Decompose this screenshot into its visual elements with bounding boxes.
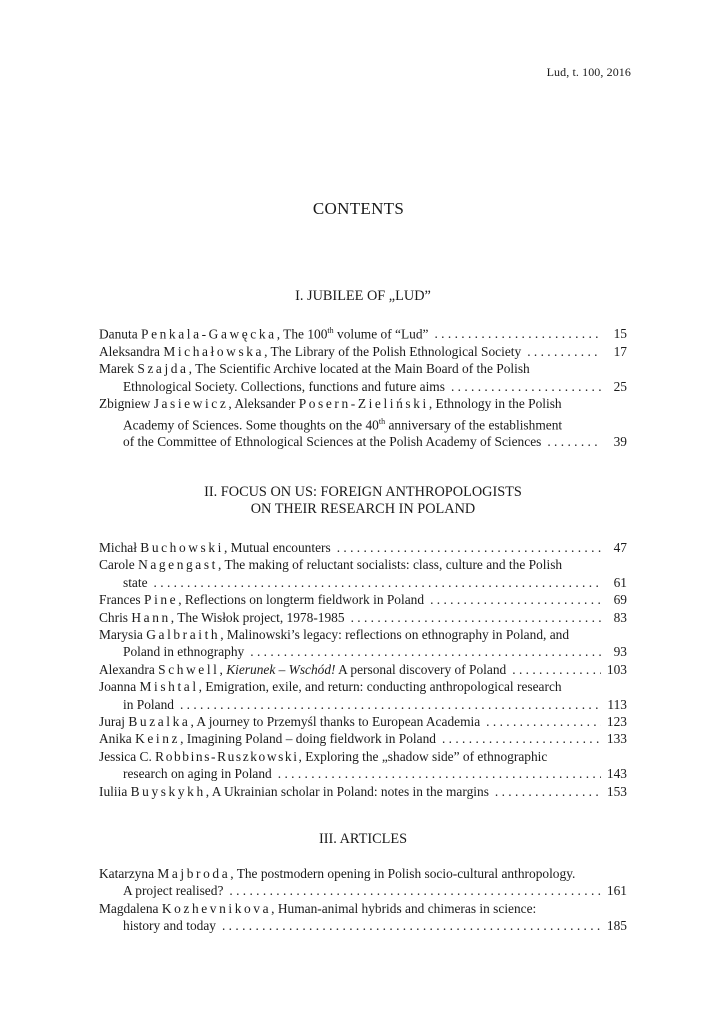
section-title-line: II. FOCUS ON US: FOREIGN ANTHROPOLOGISTS [204, 484, 522, 500]
entry-title-cont: Ethnological Society. Collections, functions and future aims [123, 378, 445, 394]
entry-title-cont: Poland in ethnography [123, 644, 245, 660]
toc-entry[interactable] [99, 539, 627, 556]
entry-text [99, 783, 489, 800]
leader-dots [451, 378, 601, 395]
author-surname: Nagengast [138, 557, 218, 573]
author-surname: Majbroda [157, 866, 231, 881]
entry-text [99, 360, 627, 377]
toc-entry[interactable] [99, 609, 627, 626]
section-focus-on-us [99, 484, 627, 800]
entry-title: , A journey to Przemyśl thanks to European Academia [190, 714, 481, 730]
page-number: 185 [606, 918, 627, 934]
entry-title: anniversary of the establishment [385, 416, 563, 432]
leader-dots [512, 661, 601, 678]
author-surname: Kozhevnikova [161, 900, 272, 916]
author-surname: Szajda [137, 361, 189, 377]
entry-text [99, 591, 424, 608]
leader-dots [154, 574, 601, 591]
toc-entry[interactable] [99, 783, 627, 800]
toc-entry[interactable] [99, 900, 627, 935]
entry-title: , Ethnology in the Polish [428, 396, 562, 412]
author-first: Aleksandra [99, 343, 160, 359]
author-first: Alexandra [99, 661, 155, 677]
section-articles [99, 831, 627, 935]
entry-title: , The postmodern opening in Polish socio-cultural anthropology. [230, 866, 576, 881]
author-surname: Penkala-Gawęcka [141, 326, 277, 342]
toc-entry[interactable] [99, 661, 627, 678]
author-surname: Hann [131, 609, 171, 625]
toc-entry[interactable] [99, 730, 627, 747]
author-first: Danuta [99, 326, 138, 342]
section-jubilee [99, 288, 627, 451]
page-number: 61 [613, 574, 627, 590]
author-first: Katarzyna [99, 866, 155, 881]
author-surname: Robbins-Ruszkowski [155, 748, 299, 764]
page-number: 69 [613, 592, 627, 608]
toc-entry[interactable] [99, 626, 627, 661]
entry-text [99, 865, 575, 882]
entry-title: , Emigration, exile, and return: conducting anthropological research [198, 679, 562, 695]
entry-text [99, 678, 562, 695]
entry-text [99, 748, 547, 765]
entry-title: , Human-animal hybrids and chimeras in science: [271, 900, 537, 916]
author-surname: Keinz [135, 731, 181, 747]
entry-text [99, 661, 506, 678]
author-surname: Mishtal [139, 679, 199, 695]
author-first: Michał [99, 540, 137, 555]
entry-text [99, 395, 562, 412]
leader-dots [486, 713, 601, 730]
author-surname: Jasiewicz [153, 396, 229, 412]
toc-entry[interactable] [99, 395, 627, 451]
entry-title: , Mutual encounters [223, 540, 331, 555]
author-surname: Michałowska [163, 343, 265, 359]
entry-title-cont: of the Committee of Ethnological Sciences at the Polish Academy of Sciences [123, 434, 542, 450]
entry-title: , The Wisłok project, 1978-1985 [170, 609, 345, 625]
section-title [99, 288, 627, 305]
author-first: Marek [99, 361, 134, 377]
author-first: Jessica C. [99, 748, 152, 764]
entry-title: , The Library of the Polish Ethnological Society [264, 343, 522, 359]
entry-title: , A Ukrainian scholar in Poland: notes in the margins [205, 783, 489, 799]
entry-title-cont: in Poland [123, 696, 174, 712]
page-number: 133 [606, 731, 627, 747]
entry-text [99, 609, 345, 626]
entry-title: , Malinowski’s legacy: reflections on ethnography in Poland, and [220, 627, 570, 643]
author-first: Joanna [99, 679, 137, 695]
entry-text [99, 539, 331, 556]
author-surname: Galbraith [146, 627, 221, 643]
entry-title: , Imagining Poland – doing fieldwork in Poland [180, 731, 436, 747]
toc-entry[interactable] [99, 748, 627, 783]
leader-dots [434, 325, 601, 342]
section-title-line: I. JUBILEE OF „LUD” [295, 288, 431, 304]
section-title [99, 484, 627, 518]
entry-title-cont [123, 413, 562, 434]
toc-entry[interactable] [99, 556, 627, 591]
leader-dots [547, 433, 601, 450]
page-number: 47 [613, 540, 627, 555]
page-number: 15 [613, 326, 627, 342]
author-surname: Buchowski [140, 540, 224, 555]
section-title-line: ON THEIR RESEARCH IN POLAND [250, 501, 476, 517]
entry-title-cont: research on aging in Poland [123, 766, 272, 782]
section-title [99, 831, 627, 848]
author-first: Frances [99, 592, 141, 608]
author-surname: Buyskykh [130, 783, 206, 799]
entry-title-italic: Kierunek – Wschód! [226, 661, 336, 677]
author-surname: Posern-Zieliński [298, 396, 429, 412]
entry-title-cont: history and today [123, 918, 216, 934]
section-title-line: III. ARTICLES [318, 831, 408, 847]
entry-title: A personal discovery of Poland [335, 661, 507, 677]
leader-dots [229, 882, 601, 899]
toc-entry[interactable] [99, 713, 627, 730]
entry-title: , [219, 661, 227, 677]
entry-title-cont: A project realised? [123, 883, 224, 899]
page-number: 103 [606, 661, 627, 677]
superscript: th [378, 416, 386, 426]
superscript: th [327, 326, 334, 335]
entry-title: , Exploring the „shadow side” of ethnographic [298, 748, 548, 764]
leader-dots [351, 609, 601, 626]
page-number: 123 [606, 714, 627, 730]
author-first: Marysia [99, 627, 143, 643]
toc-entry[interactable] [99, 322, 627, 343]
page-number: 39 [613, 434, 627, 450]
page-number: 113 [607, 696, 627, 712]
leader-dots [278, 765, 601, 782]
entry-title: Academy of Sciences. Some thoughts on the 40 [123, 416, 379, 432]
page-number: 93 [613, 644, 627, 660]
page-number: 153 [606, 783, 627, 799]
page-number: 161 [606, 883, 627, 899]
toc-entry[interactable] [99, 343, 627, 360]
author-first: Magdalena [99, 900, 159, 916]
leader-dots [495, 783, 601, 800]
entry-text [99, 343, 521, 360]
entry-title: , The making of reluctant socialists: class, culture and the Polish [217, 557, 563, 573]
entry-title: , The Scientific Archive located at the Main Board of the Polish [188, 361, 530, 377]
toc-entry[interactable] [99, 678, 627, 713]
page-number: 25 [613, 378, 627, 394]
leader-dots [337, 539, 601, 556]
page-number: 143 [606, 766, 627, 782]
author-first: Juraj [99, 714, 126, 730]
author-first: Zbigniew [99, 396, 151, 412]
author-surname: Buzalka [128, 714, 191, 730]
entries-list [99, 865, 627, 935]
entry-text [99, 900, 536, 917]
entry-title: , Reflections on longterm fieldwork in Poland [178, 592, 425, 608]
author-first: Chris [99, 609, 129, 625]
journal-header: Lud, t. 100, 2016 [546, 65, 631, 79]
author-surname: Pine [144, 592, 179, 608]
entry-text [99, 626, 569, 643]
entry-title: , The 100 [276, 326, 328, 342]
toc-entry[interactable] [99, 360, 627, 395]
entries-list [99, 322, 627, 451]
entry-text [99, 322, 428, 343]
entries-list [99, 539, 627, 800]
leader-dots [250, 643, 601, 660]
entry-text [99, 556, 562, 573]
toc-entry[interactable] [99, 865, 627, 900]
leader-dots [527, 343, 601, 360]
author-first: Anika [99, 731, 132, 747]
entry-text [99, 713, 480, 730]
leader-dots [222, 917, 601, 934]
entry-title: volume of “Lud” [333, 326, 429, 342]
page-number: 83 [613, 609, 627, 625]
page-number: 17 [613, 343, 627, 359]
page-title: CONTENTS [312, 199, 405, 218]
leader-dots [430, 591, 601, 608]
author-first: Carole [99, 557, 135, 573]
entry-text [99, 730, 436, 747]
author-first: , Aleksander [228, 396, 296, 412]
author-surname: Schwell [158, 661, 220, 677]
leader-dots [442, 730, 601, 747]
entry-title-cont: state [123, 574, 148, 590]
leader-dots [180, 696, 601, 713]
toc-entry[interactable] [99, 591, 627, 608]
author-first: Iuliia [99, 783, 128, 799]
